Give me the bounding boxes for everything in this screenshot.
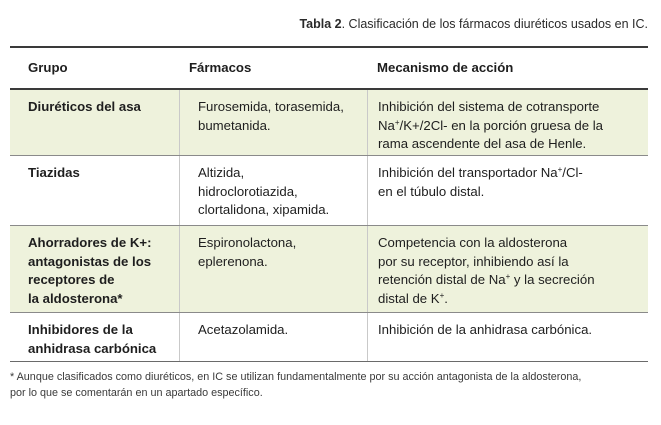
drugs-text: hidroclorotiazida, [198,183,298,199]
footnote-line: * Aunque clasificados como diuréticos, en IC se utilizan fundamentalmente por su acción antagonista de la aldosterona, [10,371,582,383]
mechanism-text-part: /Cl- [562,165,583,180]
group-cell [10,313,179,361]
group-text: Ahorradores de K+: [28,235,152,250]
mechanism-text-part: distal de K [378,290,440,306]
mechanism-cell [367,156,648,225]
mechanism-text [378,271,640,290]
column-header-farmacos: Fármacos [189,59,252,75]
mechanism-text [378,117,640,136]
group-text: Inhibidores de la [28,322,133,337]
group-text: anhidrasa carbónica [28,340,157,356]
superscript: + [557,165,563,174]
mechanism-text-part: Na [378,117,395,133]
table-caption [299,17,648,31]
column-header-mecanismo: Mecanismo de acción [377,59,514,75]
footnote-line: por lo que se comentarán en un apartado específico. [10,387,263,399]
drugs-text: Altizida, [198,165,245,180]
mechanism-text: Inhibición del sistema de cotransporte [378,99,600,114]
drugs-cell [179,226,367,312]
superscript: + [439,290,445,300]
mechanism-cell [367,90,648,155]
group-cell [10,90,179,155]
drugs-text: eplerenona. [198,253,268,269]
table-row [10,90,648,155]
mechanism-text: Inhibición de la anhidrasa carbónica. [378,322,593,337]
group-cell [10,156,179,225]
drugs-text: clortalidona, xipamida. [198,202,330,218]
superscript: + [394,117,400,127]
mechanism-text: en el túbulo distal. [378,183,485,199]
mechanism-text [378,164,640,183]
column-header-grupo: Grupo [28,59,68,75]
drugs-text: Espironolactona, [198,235,297,250]
mechanism-text-part: retención distal de Na [378,272,506,288]
table-title: . Clasificación de los fármacos diuréticos usados en IC. [341,17,648,31]
mechanism-text: Competencia con la aldosterona [378,235,568,250]
mechanism-text: por su receptor, inhibiendo así la [378,253,569,269]
group-text: Diuréticos del asa [28,99,141,114]
group-cell [10,226,179,312]
drugs-text: Acetazolamida. [198,322,289,337]
mechanism-text-part: /K+/2Cl- en la porción gruesa de la [399,117,603,133]
group-text: la aldosterona* [28,290,123,306]
table-row [10,155,648,225]
mechanism-text: rama ascendente del asa de Henle. [378,136,587,152]
table-row [10,312,648,361]
table-header-row [10,48,648,90]
group-text: receptores de [28,272,115,288]
drugs-text: Furosemida, torasemida, [198,99,344,114]
drugs-cell [179,90,367,155]
table-row [10,225,648,312]
mechanism-text-part: . [444,290,448,306]
table-label: Tabla 2 [299,17,342,31]
drugs-cell [179,156,367,225]
drugs-text: bumetanida. [198,117,271,133]
mechanism-text-part: y la secreción [510,272,595,288]
superscript: + [505,272,511,282]
mechanism-text [378,290,640,309]
mechanism-cell [367,226,648,312]
mechanism-cell [367,313,648,361]
diuretics-table [10,46,648,362]
group-text: antagonistas de los [28,253,152,269]
mechanism-text-part: Inhibición del transportador Na [378,165,558,180]
table-footnote [10,369,655,401]
group-text: Tiazidas [28,165,80,180]
drugs-cell [179,313,367,361]
